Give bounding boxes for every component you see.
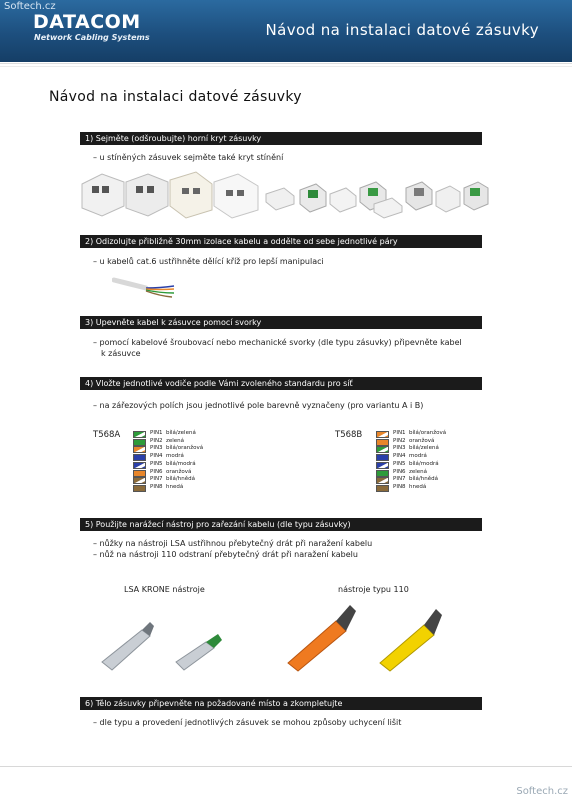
wire-color-swatch <box>133 439 146 446</box>
pin-color-name: bílá/oranžová <box>409 430 447 436</box>
standard-b-label: T568B <box>335 430 363 440</box>
flush-socket-icon <box>170 172 212 218</box>
pin-color-name: bílá/modrá <box>166 460 196 467</box>
section-6-text: – dle typu a provedení jednotlivých zásuvek se mohou způsoby uchycení lišit <box>93 718 402 727</box>
pin-number: PIN4 <box>150 453 163 460</box>
divider <box>0 66 572 67</box>
pin-color-name: modrá <box>409 453 427 460</box>
pin-color-name: oranžová <box>409 437 435 444</box>
wire-color-swatch <box>133 462 146 469</box>
pin-table-t568b <box>376 431 466 501</box>
wire-color-swatch <box>376 485 389 492</box>
section-5-title: 5) Použijte narážecí nástroj pro zařezání kabelu (dle typu zásuvky) <box>80 518 482 531</box>
pin-color-name: zelená <box>166 437 185 444</box>
pin-color-name: hnedá <box>409 483 427 490</box>
socket-photos-illustration <box>80 170 490 220</box>
section-5-text-1: – nůžky na nástroji LSA ustřihnou přebytečný drát při naražení kabelu <box>93 539 373 548</box>
section-4-text: – na zářezových polích jsou jednotlivé pole barevně vyznačeny (pro variantu A i B) <box>93 401 424 410</box>
section-3-title: 3) Upevněte kabel k zásuvce pomocí svorky <box>80 316 482 329</box>
wire-color-swatch <box>376 431 389 438</box>
section-3-text-continued: k zásuvce <box>101 349 141 358</box>
divider <box>0 766 572 767</box>
pin-number: PIN6 <box>150 468 163 475</box>
lsa-tool-label: LSA KRONE nástroje <box>124 585 205 594</box>
keystone-module-icon <box>464 182 488 210</box>
pin-number: PIN4 <box>393 453 406 460</box>
section-2-text: – u kabelů cat.6 ustřihněte dělící kříž pro lepší manipulaci <box>93 257 324 266</box>
watermark-bottom: Softech.cz <box>516 786 568 797</box>
section-5-text-2: – nůž na nástroji 110 odstraní přebytečný drát při naražení kabelu <box>93 550 358 559</box>
punch-tool-110-icon <box>284 597 444 673</box>
pin-number: PIN8 <box>393 483 406 490</box>
section-2-title: 2) Odizolujte přibližně 30mm izolace kabelu a oddělte od sebe jednotlivé páry <box>80 235 482 248</box>
wire-color-swatch <box>133 454 146 461</box>
header-title: Návod na instalaci datové zásuvky <box>265 21 539 39</box>
pin-color-name: hnedá <box>166 483 184 490</box>
pin-number: PIN5 <box>393 460 406 467</box>
pin-color-name: zelená <box>409 468 428 475</box>
pin-color-name: bílá/hnědá <box>166 476 195 483</box>
tool-110-label: nástroje typu 110 <box>338 585 409 594</box>
section-1-title: 1) Sejměte (odšroubujte) horní kryt zásuvky <box>80 132 482 145</box>
wire-color-swatch <box>133 446 146 453</box>
keystone-module-icon <box>406 182 432 210</box>
wire-color-swatch <box>133 431 146 438</box>
section-4-title: 4) Vložte jednotlivé vodiče podle Vámi zvoleného standardu pro síť <box>80 377 482 390</box>
pin-number: PIN5 <box>150 460 163 467</box>
flush-socket-icon <box>214 174 258 218</box>
socket-images <box>80 170 490 220</box>
pin-number: PIN7 <box>150 476 163 483</box>
page-title: Návod na instalaci datové zásuvky <box>49 89 302 105</box>
section-1-text: – u stíněných zásuvek sejměte také kryt stínění <box>93 153 284 162</box>
pin-table-t568a <box>133 431 223 501</box>
keystone-module-icon <box>300 184 326 212</box>
pin-color-name: oranžová <box>166 468 192 475</box>
logo-subtitle: Network Cabling Systems <box>34 33 150 42</box>
pin-color-name: bílá/oranžová <box>166 445 204 452</box>
divider <box>0 63 572 64</box>
wire-color-swatch <box>133 470 146 477</box>
pin-number: PIN8 <box>150 483 163 490</box>
wire-color-swatch <box>376 477 389 484</box>
wire-color-swatch <box>376 439 389 446</box>
pin-number: PIN1 <box>150 430 163 436</box>
pin-color-name: bílá/modrá <box>409 460 439 467</box>
pin-number: PIN1 <box>393 430 406 436</box>
logo: DATACOM <box>33 11 141 33</box>
stripped-cable-image <box>112 274 182 304</box>
cable-icon <box>112 274 182 304</box>
pin-number: PIN7 <box>393 476 406 483</box>
lsa-tools-image <box>96 612 236 674</box>
pin-color-name: bílá/hnědá <box>409 476 438 483</box>
wire-color-swatch <box>376 462 389 469</box>
pin-number: PIN3 <box>393 445 406 452</box>
wire-color-swatch <box>376 454 389 461</box>
surface-socket-icon <box>126 174 168 216</box>
wire-color-swatch <box>376 470 389 477</box>
surface-socket-icon <box>82 174 124 216</box>
pin-number: PIN2 <box>393 437 406 444</box>
pin-number: PIN6 <box>393 468 406 475</box>
pin-number: PIN2 <box>150 437 163 444</box>
standard-a-label: T568A <box>93 430 121 440</box>
pin-color-name: bílá/zelená <box>409 445 439 452</box>
section-6-title: 6) Tělo zásuvky připevněte na požadované místo a zkompletujte <box>80 697 482 710</box>
wire-color-swatch <box>376 446 389 453</box>
pin-color-name: modrá <box>166 453 184 460</box>
watermark: Softech.cz <box>4 1 56 12</box>
wire-color-swatch <box>133 477 146 484</box>
lsa-tool-icon <box>96 612 236 674</box>
socket-cover-icon <box>330 188 356 212</box>
pin-number: PIN3 <box>150 445 163 452</box>
socket-cover-icon <box>436 186 460 212</box>
pin-color-name: bílá/zelená <box>166 430 196 436</box>
section-3-text: – pomocí kabelové šroubovací nebo mechanické svorky (dle typu zásuvky) připevněte kabel <box>93 338 462 347</box>
wire-color-swatch <box>133 485 146 492</box>
tools-110-image <box>284 597 444 673</box>
socket-cover-icon <box>266 188 294 210</box>
